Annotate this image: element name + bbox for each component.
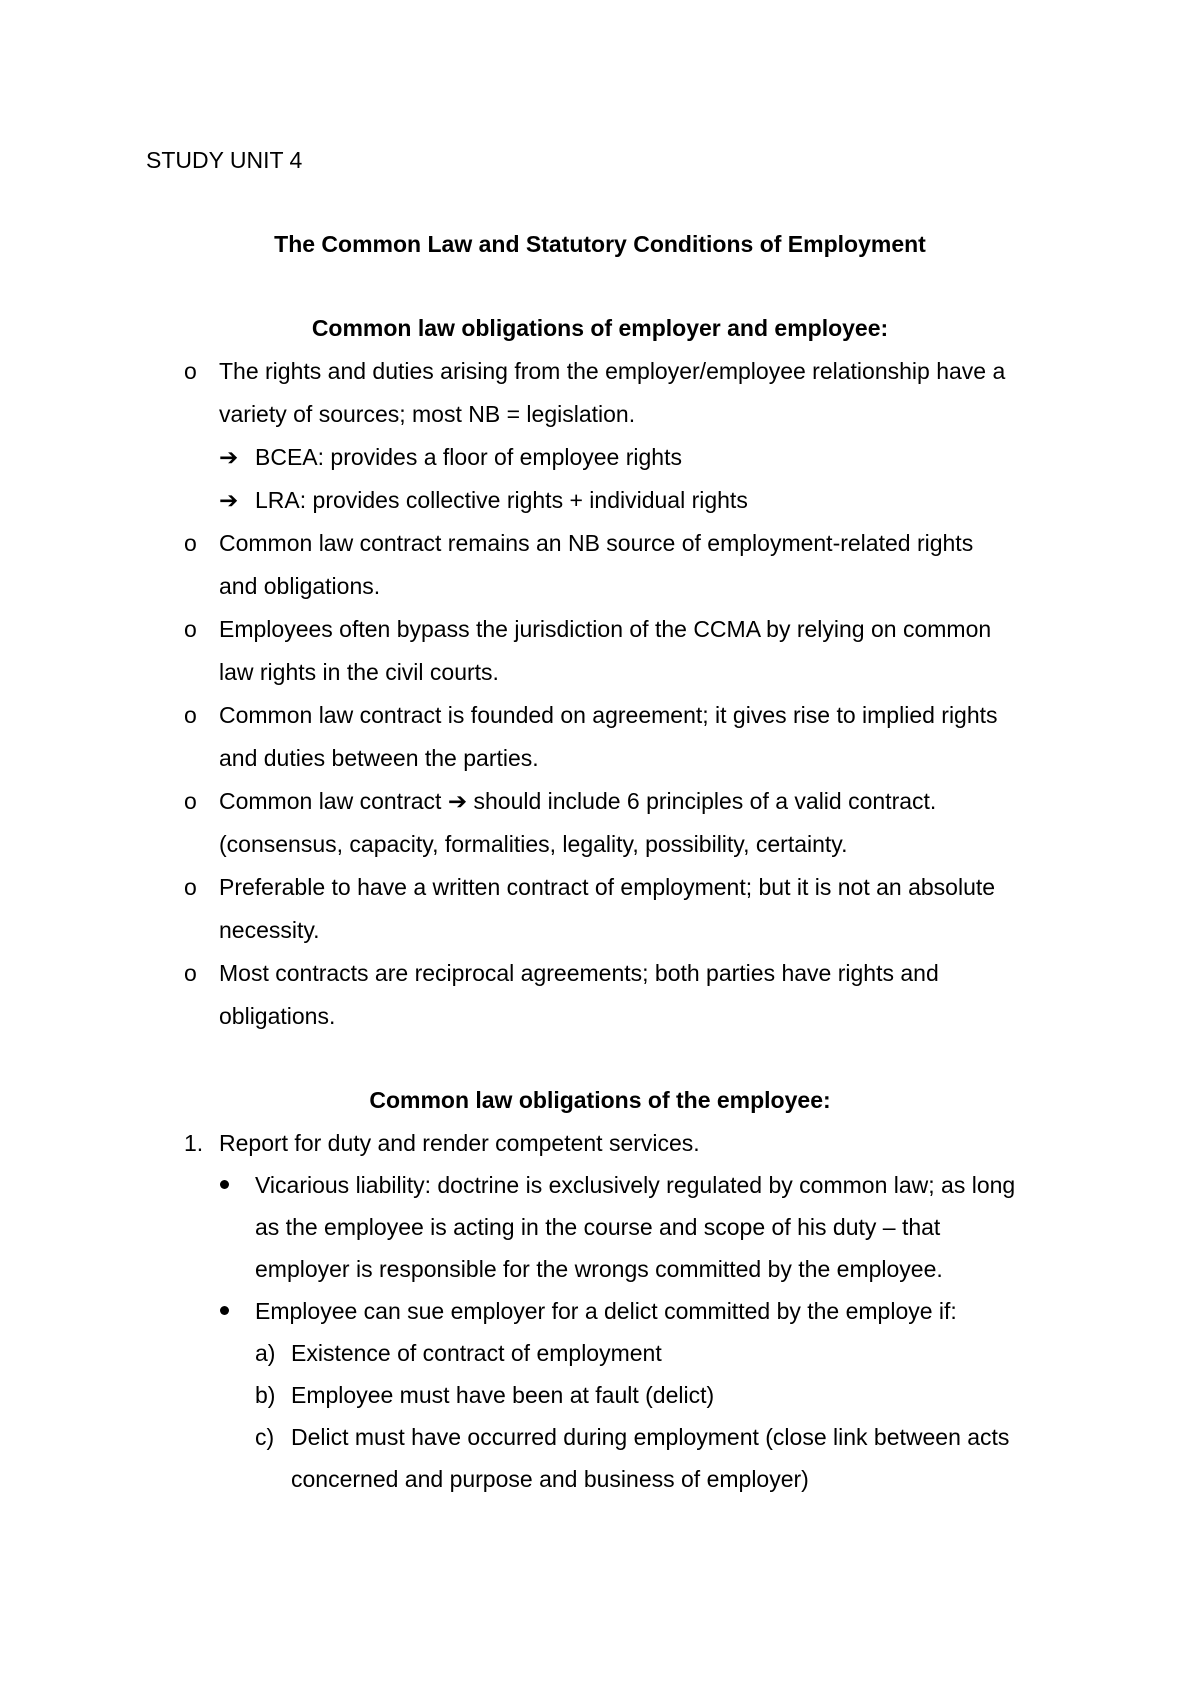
list-item-text: (consensus, capacity, formalities, legality, possibility, certainty. bbox=[219, 831, 848, 857]
list-item-text: Employees often bypass the jurisdiction of the CCMA by relying on common bbox=[219, 616, 992, 642]
bullet-icon bbox=[220, 1180, 229, 1189]
list-item-text: variety of sources; most NB = legislation. bbox=[219, 401, 636, 427]
lettered-item-text: concerned and purpose and business of employer) bbox=[291, 1466, 809, 1492]
list-item-text: The rights and duties arising from the employer/employee relationship have a bbox=[219, 358, 1006, 384]
bullet-text: Employee can sue employer for a delict committed by the employe if: bbox=[255, 1298, 957, 1324]
document-title: The Common Law and Statutory Conditions of Employment bbox=[274, 231, 926, 257]
letter-marker: a) bbox=[255, 1340, 276, 1366]
list-item-text: and obligations. bbox=[219, 573, 381, 599]
letter-marker: c) bbox=[255, 1424, 275, 1450]
arrow-icon: ➔ bbox=[219, 444, 239, 470]
lettered-item-text: Employee must have been at fault (delict) bbox=[291, 1382, 715, 1408]
bullet-icon bbox=[220, 1306, 229, 1315]
list-item-text-part: Common law contract bbox=[219, 788, 442, 814]
list-marker: o bbox=[184, 874, 197, 900]
unit-label: STUDY UNIT 4 bbox=[146, 147, 303, 173]
section-heading-employee: Common law obligations of the employee: bbox=[369, 1087, 831, 1113]
letter-marker: b) bbox=[255, 1382, 276, 1408]
list-item-text: Report for duty and render competent services. bbox=[219, 1130, 700, 1156]
arrow-icon: ➔ bbox=[219, 487, 239, 513]
list-item-text: Common law contract is founded on agreement; it gives rise to implied rights bbox=[219, 702, 998, 728]
list-item-text: and duties between the parties. bbox=[219, 745, 539, 771]
list-item-text: obligations. bbox=[219, 1003, 336, 1029]
list-item-text: necessity. bbox=[219, 917, 320, 943]
bullet-text: Vicarious liability: doctrine is exclusively regulated by common law; as long bbox=[255, 1172, 1016, 1198]
bullet-text: employer is responsible for the wrongs committed by the employee. bbox=[255, 1256, 943, 1282]
sub-list-item-text: LRA: provides collective rights + individual rights bbox=[255, 487, 748, 513]
list-marker: o bbox=[184, 960, 197, 986]
list-item-text-part: should include 6 principles of a valid contract. bbox=[473, 788, 937, 814]
lettered-item-text: Existence of contract of employment bbox=[291, 1340, 662, 1366]
list-item-text: Common law contract remains an NB source of employment-related rights bbox=[219, 530, 974, 556]
list-item-text bbox=[219, 787, 936, 815]
section-heading-employer-employee: Common law obligations of employer and employee: bbox=[311, 315, 889, 341]
list-marker: o bbox=[184, 358, 197, 384]
bullet-text: as the employee is acting in the course and scope of his duty – that bbox=[255, 1214, 941, 1240]
list-item-text: law rights in the civil courts. bbox=[219, 659, 499, 685]
lettered-item-text: Delict must have occurred during employment (close link between acts bbox=[291, 1424, 1010, 1450]
list-item-text: Preferable to have a written contract of employment; but it is not an absolute bbox=[219, 874, 996, 900]
list-marker: o bbox=[184, 788, 197, 814]
arrow-icon: ➔ bbox=[447, 788, 468, 814]
list-marker: o bbox=[184, 530, 197, 556]
list-marker: o bbox=[184, 702, 197, 728]
list-item-text: Most contracts are reciprocal agreements; both parties have rights and bbox=[219, 960, 939, 986]
list-marker: o bbox=[184, 616, 197, 642]
list-number: 1. bbox=[184, 1130, 204, 1156]
sub-list-item-text: BCEA: provides a floor of employee rights bbox=[255, 444, 682, 470]
